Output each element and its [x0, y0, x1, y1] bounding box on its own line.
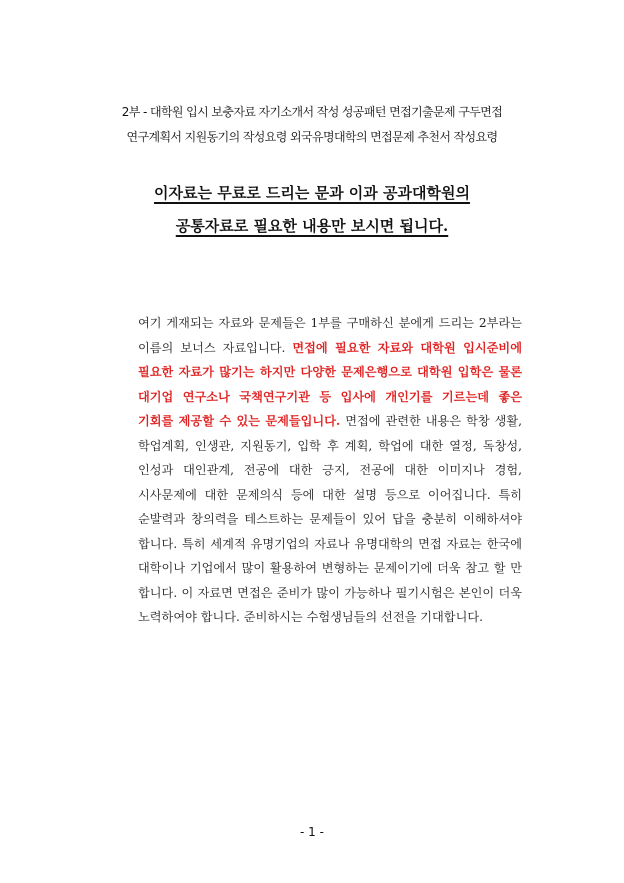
header-line-2: 연구계획서 지원동기의 작성요령 외국유명대학의 면접문제 추천서 작성요령: [126, 130, 498, 144]
body-paragraph: [138, 311, 522, 630]
title-line-1-text: 이자료는 무료로 드리는 문과 이과 공과대학원의: [154, 184, 470, 202]
body-highlight: 면접에 필요한 자료와 대학원 입시준비에 필요한 자료가 많기는 하지만 다양한 문제은행으로 대학원 입학은 물론 대기업 연구소나 국책연구기관 등 입사에 개인기를 기르는데 좋은 기회를 제공할 수 있는 문제들입니다.: [138, 340, 522, 428]
title-line-2-text: 공통자료로 필요한 내용만 보시면 됩니다.: [175, 217, 449, 235]
body-rest: 면접에 관련한 내용은 학창 생활, 학업계획, 인생관, 지원동기, 입학 후 계획, 학업에 대한 열정, 독창성, 인성과 대인관계, 전공에 대한 긍지, 전공에 대한 이미지나 경험, 시사문제에 대한 문제의식 등에 대한 설명 등으로 이어집니다. 특히 순발력과 창의력을 테스트하는 문제들이 있어 답을 충분히 이해하셔야 합니다. 특히 세계적 유명기업의 자료나 유명대학의 면접 자료는 한국에 대학이나 기업에서 많이 활용하여 변형하는 문제이기에 더욱 참고 할 만 합니다. 이 자료면 면접은 준비가 많이 가능하나 필기시험은 본인이 더욱 노력하여야 합니다. 준비하시는 수험생님들의 선전을 기대합니다.: [138, 414, 523, 624]
title-line-2: [60, 215, 564, 236]
title-line-1: [60, 182, 564, 203]
page-number: - 1 -: [300, 825, 324, 839]
header-line-1: 2부 - 대학원 입시 보충자료 자기소개서 작성 성공패턴 면접기출문제 구두면접: [121, 105, 503, 119]
body-intro: 여기 게재되는 자료와 문제들은 1부를 구매하신 분에게 드리는 2부라는 이름의 보너스 자료입니다.: [138, 316, 522, 355]
